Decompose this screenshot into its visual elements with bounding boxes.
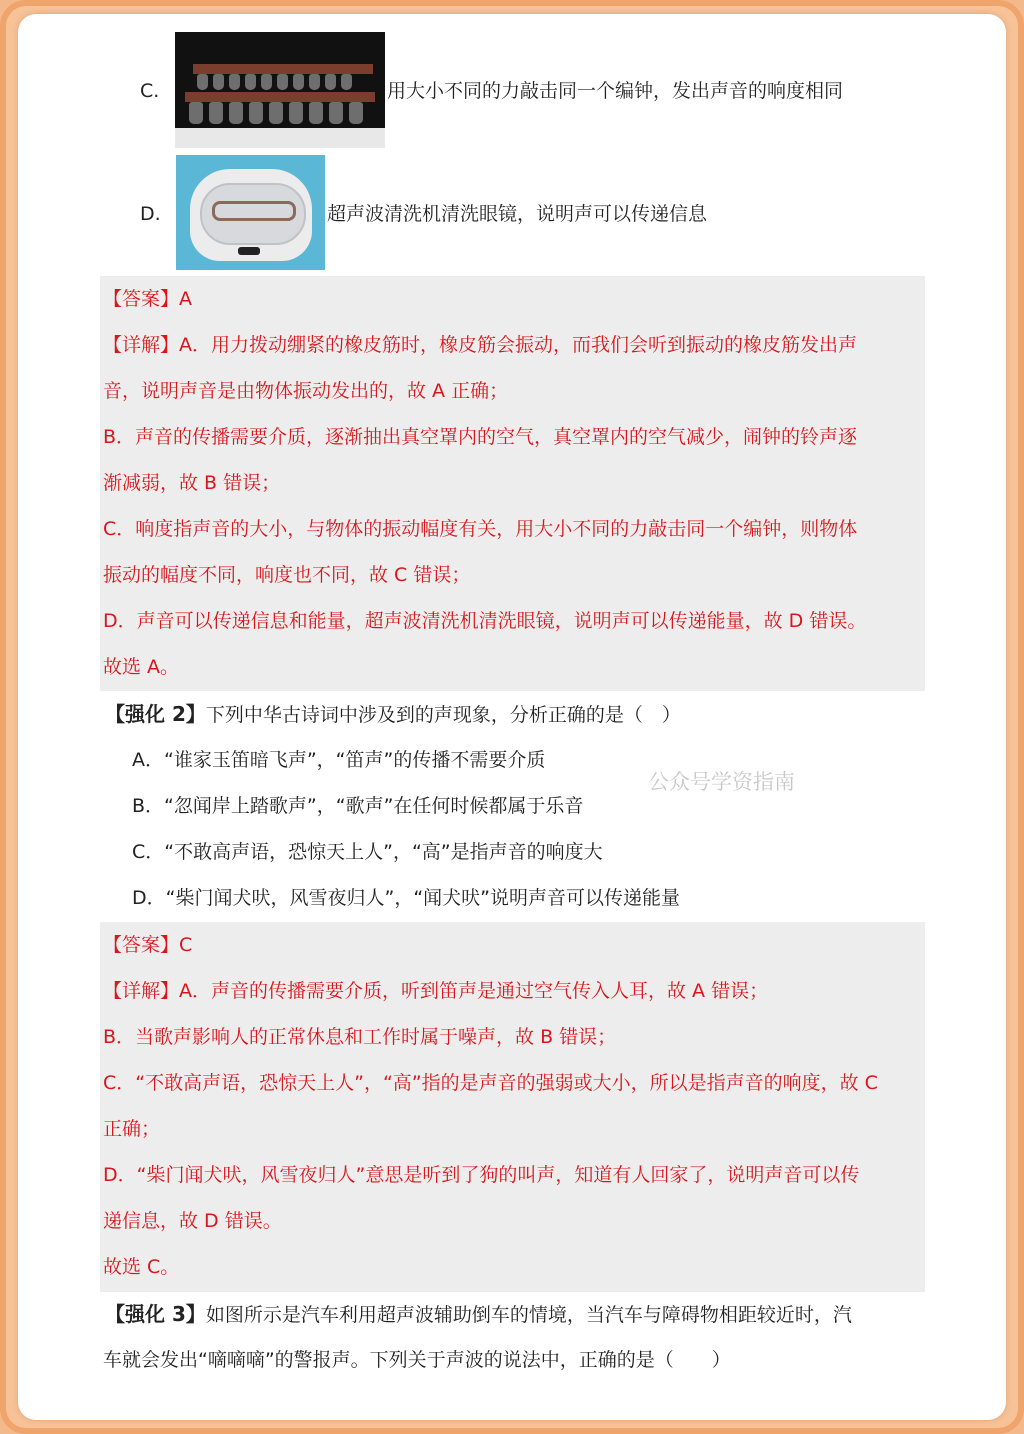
detail-label-2: 【详解】 — [103, 980, 180, 1002]
question-3-line-1 — [105, 1301, 852, 1328]
question-3-text-1: 如图所示是汽车利用超声波辅助倒车的情境，当汽车与障碍物相距较近时，汽 — [205, 1304, 852, 1326]
option-c-letter: C. — [140, 80, 160, 102]
detail-line-1-4: C．响度指声音的大小，与物体的振动幅度有关，用大小不同的力敲击同一个编钟，则物体 — [103, 518, 858, 540]
detail-line-2-5: 递信息，故 D 错误。 — [103, 1210, 282, 1232]
answer-value-2: C — [179, 934, 193, 956]
detail-line-2-2: C．“不敢高声语，恐惊天上人”，“高”指的是声音的强弱或大小，所以是指声音的响度，故 C — [103, 1072, 878, 1094]
question-2-label: 【强化 2】 — [105, 702, 206, 726]
detail-line-1-5: 振动的幅度不同，响度也不同，故 C 错误； — [103, 564, 471, 586]
question-2-option-c: C．“不敢高声语，恐惊天上人”，“高”是指声音的响度大 — [132, 841, 603, 863]
detail-text: A．用力拨动绷紧的橡皮筋时，橡皮筋会振动，而我们会听到振动的橡皮筋发出声 — [179, 334, 858, 356]
answer-value-1: A — [179, 288, 193, 310]
question-3-line-2: 车就会发出“嘀嘀嘀”的警报声。下列关于声波的说法中，正确的是（ ） — [103, 1349, 731, 1371]
option-d-letter: D. — [140, 203, 161, 225]
detail-text: A．声音的传播需要介质，听到笛声是通过空气传入人耳，故 A 错误； — [179, 980, 769, 1002]
question-2-stem — [105, 701, 681, 728]
detail-line-1-1: 音，说明声音是由物体振动发出的，故 A 正确； — [103, 380, 509, 402]
question-2-option-d: D．“柴门闻犬吠，风雪夜归人”，“闻犬吠”说明声音可以传递能量 — [132, 887, 681, 909]
detail-line-1-3: 渐减弱，故 B 错误； — [103, 472, 281, 494]
answer-line-2 — [103, 932, 192, 958]
question-2-option-a: A．“谁家玉笛暗飞声”，“笛声”的传播不需要介质 — [132, 749, 546, 771]
answer-label-2: 【答案】 — [103, 934, 180, 956]
detail-line-1-0 — [103, 332, 857, 358]
question-2-option-b: B．“忽闻岸上踏歌声”，“歌声”在任何时候都属于乐音 — [132, 795, 584, 817]
detail-line-2-3: 正确； — [103, 1118, 161, 1140]
answer-line-1 — [103, 286, 192, 312]
detail-line-2-0 — [103, 978, 768, 1004]
detail-line-1-7: 故选 A。 — [103, 656, 180, 678]
detail-line-2-4: D．“柴门闻犬吠，风雪夜归人”意思是听到了狗的叫声，知道有人回家了，说明声音可以传 — [103, 1164, 860, 1186]
ultrasonic-cleaner-image — [176, 155, 325, 270]
option-d-text: 超声波清洗机清洗眼镜，说明声可以传递信息 — [327, 203, 708, 225]
detail-line-2-1: B．当歌声影响人的正常休息和工作时属于噪声，故 B 错误； — [103, 1026, 617, 1048]
chime-bells-image — [175, 32, 385, 148]
option-c-text: 用大小不同的力敲击同一个编钟，发出声音的响度相同 — [387, 80, 844, 102]
detail-line-1-2: B．声音的传播需要介质，逐渐抽出真空罩内的空气，真空罩内的空气减少，闹钟的铃声逐 — [103, 426, 858, 448]
detail-line-1-6: D．声音可以传递信息和能量，超声波清洗机清洗眼镜，说明声可以传递能量，故 D 错误。 — [103, 610, 867, 632]
detail-line-2-6: 故选 C。 — [103, 1256, 180, 1278]
question-3-label: 【强化 3】 — [105, 1302, 206, 1326]
watermark: 公众号学资指南 — [648, 770, 795, 794]
question-2-text: 下列中华古诗词中涉及到的声现象，分析正确的是（ ） — [205, 704, 681, 726]
detail-label-1: 【详解】 — [103, 334, 180, 356]
answer-label-1: 【答案】 — [103, 288, 180, 310]
